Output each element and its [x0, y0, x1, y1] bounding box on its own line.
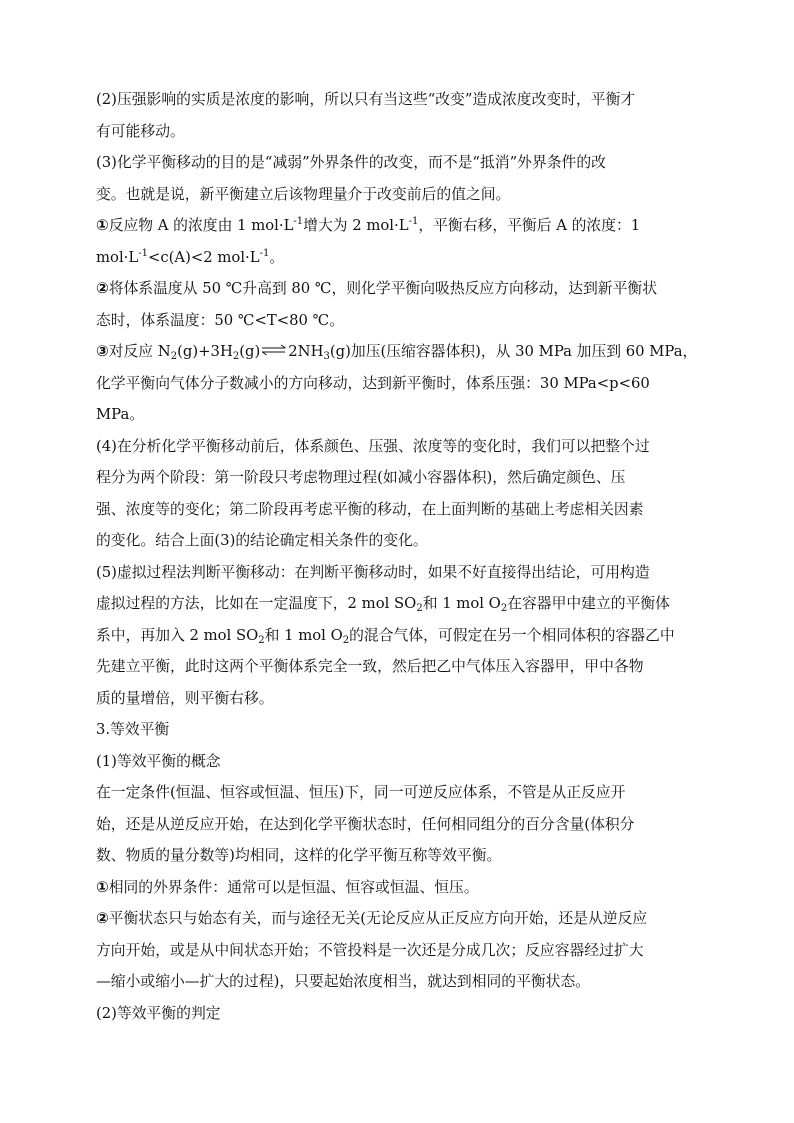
text-line [96, 273, 700, 305]
text-segment: (g) [239, 343, 261, 360]
text-segment: (g)+3H [177, 343, 233, 360]
text-line [96, 179, 700, 211]
text-segment: 程分为两个阶段：第一阶段只考虑物理过程(如减小容器体积)，然后确定颜色、压 [96, 469, 626, 486]
text-line [96, 494, 700, 526]
subscript: 2 [500, 603, 508, 614]
text-segment: 方向开始，或是从中间状态开始；不管投料是一次还是分成几次；反应容器经过扩大 [96, 941, 644, 959]
text-segment: 变。也就是说，新平衡建立后该物理量介于改变前后的值之间。 [96, 185, 511, 203]
subscript: 3 [323, 351, 330, 362]
text-segment: (3)化学平衡移动的目的是“减弱”外界条件的改变，而不是“抵消”外界条件的改 [96, 154, 606, 171]
text-segment: (g)加压(压缩容器体积)，从 30 MPa 加压到 60 MPa， [329, 343, 698, 360]
text-line [96, 651, 700, 683]
superscript: -1 [293, 216, 304, 227]
list-marker: ① [96, 877, 109, 896]
document-page [96, 84, 700, 1029]
subscript: 2 [342, 634, 350, 646]
text-segment: <c(A)<2 mol·L [147, 248, 260, 266]
list-marker: ③ [96, 342, 109, 360]
text-segment: 和 1 mol O [422, 595, 501, 612]
text-segment: 系中，再加入 2 mol SO [96, 626, 259, 644]
text-segment: (5)虚拟过程法判断平衡移动：在判断平衡移动时，如果不好直接得出结论，可用构造 [96, 563, 650, 581]
text-line [96, 620, 700, 652]
list-marker: ① [96, 216, 109, 234]
text-line [96, 714, 700, 746]
text-line [96, 368, 700, 400]
text-segment: 在一定条件(恒温、恒容或恒温、恒压)下，同一可逆反应体系，不管是从正反应开 [96, 784, 626, 801]
text-segment: 平衡状态只与始态有关，而与途径无关(无论反应从正反应方向开始，还是从逆反应 [108, 910, 648, 927]
text-line [96, 210, 700, 242]
superscript: -1 [138, 247, 148, 259]
text-segment: 3.等效平衡 [96, 721, 170, 738]
text-segment: 在容器甲中建立的平衡体 [507, 595, 670, 612]
text-line [96, 588, 700, 620]
subscript: 2 [416, 603, 423, 614]
text-segment: 虚拟过程的方法，比如在一定温度下，2 mol SO [96, 595, 417, 612]
text-segment: 。 [269, 248, 285, 266]
text-line [96, 840, 700, 872]
text-segment: (1)等效平衡的概念 [96, 752, 221, 770]
subscript: 2 [258, 634, 265, 646]
text-line [96, 462, 700, 494]
subscript: 2 [170, 351, 178, 362]
list-marker: ② [96, 909, 109, 927]
text-line [96, 966, 700, 998]
text-line [96, 777, 700, 809]
text-line [96, 336, 700, 368]
superscript: -1 [259, 247, 270, 259]
text-segment: 数、物质的量分数等)均相同，这样的化学平衡互称等效平衡。 [96, 847, 502, 864]
text-line [96, 683, 700, 715]
text-line [96, 399, 700, 431]
text-segment: 先建立平衡，此时这两个平衡体系完全一致，然后把乙中气体压入容器甲，甲中各物 [96, 658, 644, 675]
text-segment: 将体系温度从 50 ℃升高到 80 ℃，则化学平衡向吸热反应方向移动，达到新平衡状 [108, 280, 657, 297]
list-marker: ② [96, 279, 109, 297]
text-segment: 强、浓度等的变化；第二阶段再考虑平衡的移动，在上面判断的基础上考虑相关因素 [96, 500, 644, 518]
superscript: -1 [408, 216, 419, 227]
text-segment: 反应物 A 的浓度由 1 mol·L [108, 217, 294, 234]
text-segment: 2NH [288, 343, 324, 360]
text-segment: 的变化。结合上面(3)的结论确定相关条件的变化。 [96, 532, 428, 549]
text-segment: (2)压强影响的实质是浓度的影响，所以只有当这些“改变”造成浓度改变时，平衡才 [96, 91, 636, 108]
subscript: 2 [232, 351, 240, 362]
text-segment: 有可能移动。 [96, 122, 185, 140]
text-line [96, 305, 700, 337]
text-line [96, 431, 700, 463]
reversible-arrow-icon [260, 343, 288, 360]
text-line [96, 84, 700, 116]
text-segment: 相同的外界条件：通常可以是恒温、恒容或恒温、恒压。 [108, 878, 479, 896]
text-line [96, 746, 700, 778]
text-segment: 和 1 mol O [264, 626, 343, 644]
text-segment: MPa。 [96, 406, 145, 423]
text-line [96, 525, 700, 557]
text-segment: 态时，体系温度：50 ℃<T<80 ℃。 [96, 311, 345, 329]
text-line [96, 998, 700, 1030]
text-line [96, 557, 700, 589]
text-line [96, 147, 700, 179]
text-line [96, 872, 700, 904]
text-segment: 增大为 2 mol·L [303, 217, 409, 234]
text-segment: 始，还是从逆反应开始，在达到化学平衡状态时，任何相同组分的百分含量(体积分 [96, 815, 635, 833]
text-segment: 化学平衡向气体分子数减小的方向移动，达到新平衡时，体系压强：30 MPa<p<60 [96, 374, 650, 392]
text-segment: (2)等效平衡的判定 [96, 1004, 221, 1022]
text-segment: ，平衡右移，平衡后 A 的浓度：1 [418, 217, 641, 234]
text-line [96, 242, 700, 274]
text-line [96, 809, 700, 841]
text-line [96, 116, 700, 148]
text-segment: —缩小或缩小—扩大的过程)，只要起始浓度相当，就达到相同的平衡状态。 [96, 973, 591, 990]
text-line [96, 903, 700, 935]
text-segment: 对反应 N [108, 343, 171, 360]
text-segment: (4)在分析化学平衡移动前后，体系颜色、压强、浓度等的变化时，我们可以把整个过 [96, 437, 650, 455]
text-segment: 质的量增倍，则平衡右移。 [96, 689, 274, 707]
text-line [96, 935, 700, 967]
text-segment: mol·L [96, 248, 139, 266]
text-segment: 的混合气体，可假定在另一个相同体积的容器乙中 [349, 626, 675, 644]
